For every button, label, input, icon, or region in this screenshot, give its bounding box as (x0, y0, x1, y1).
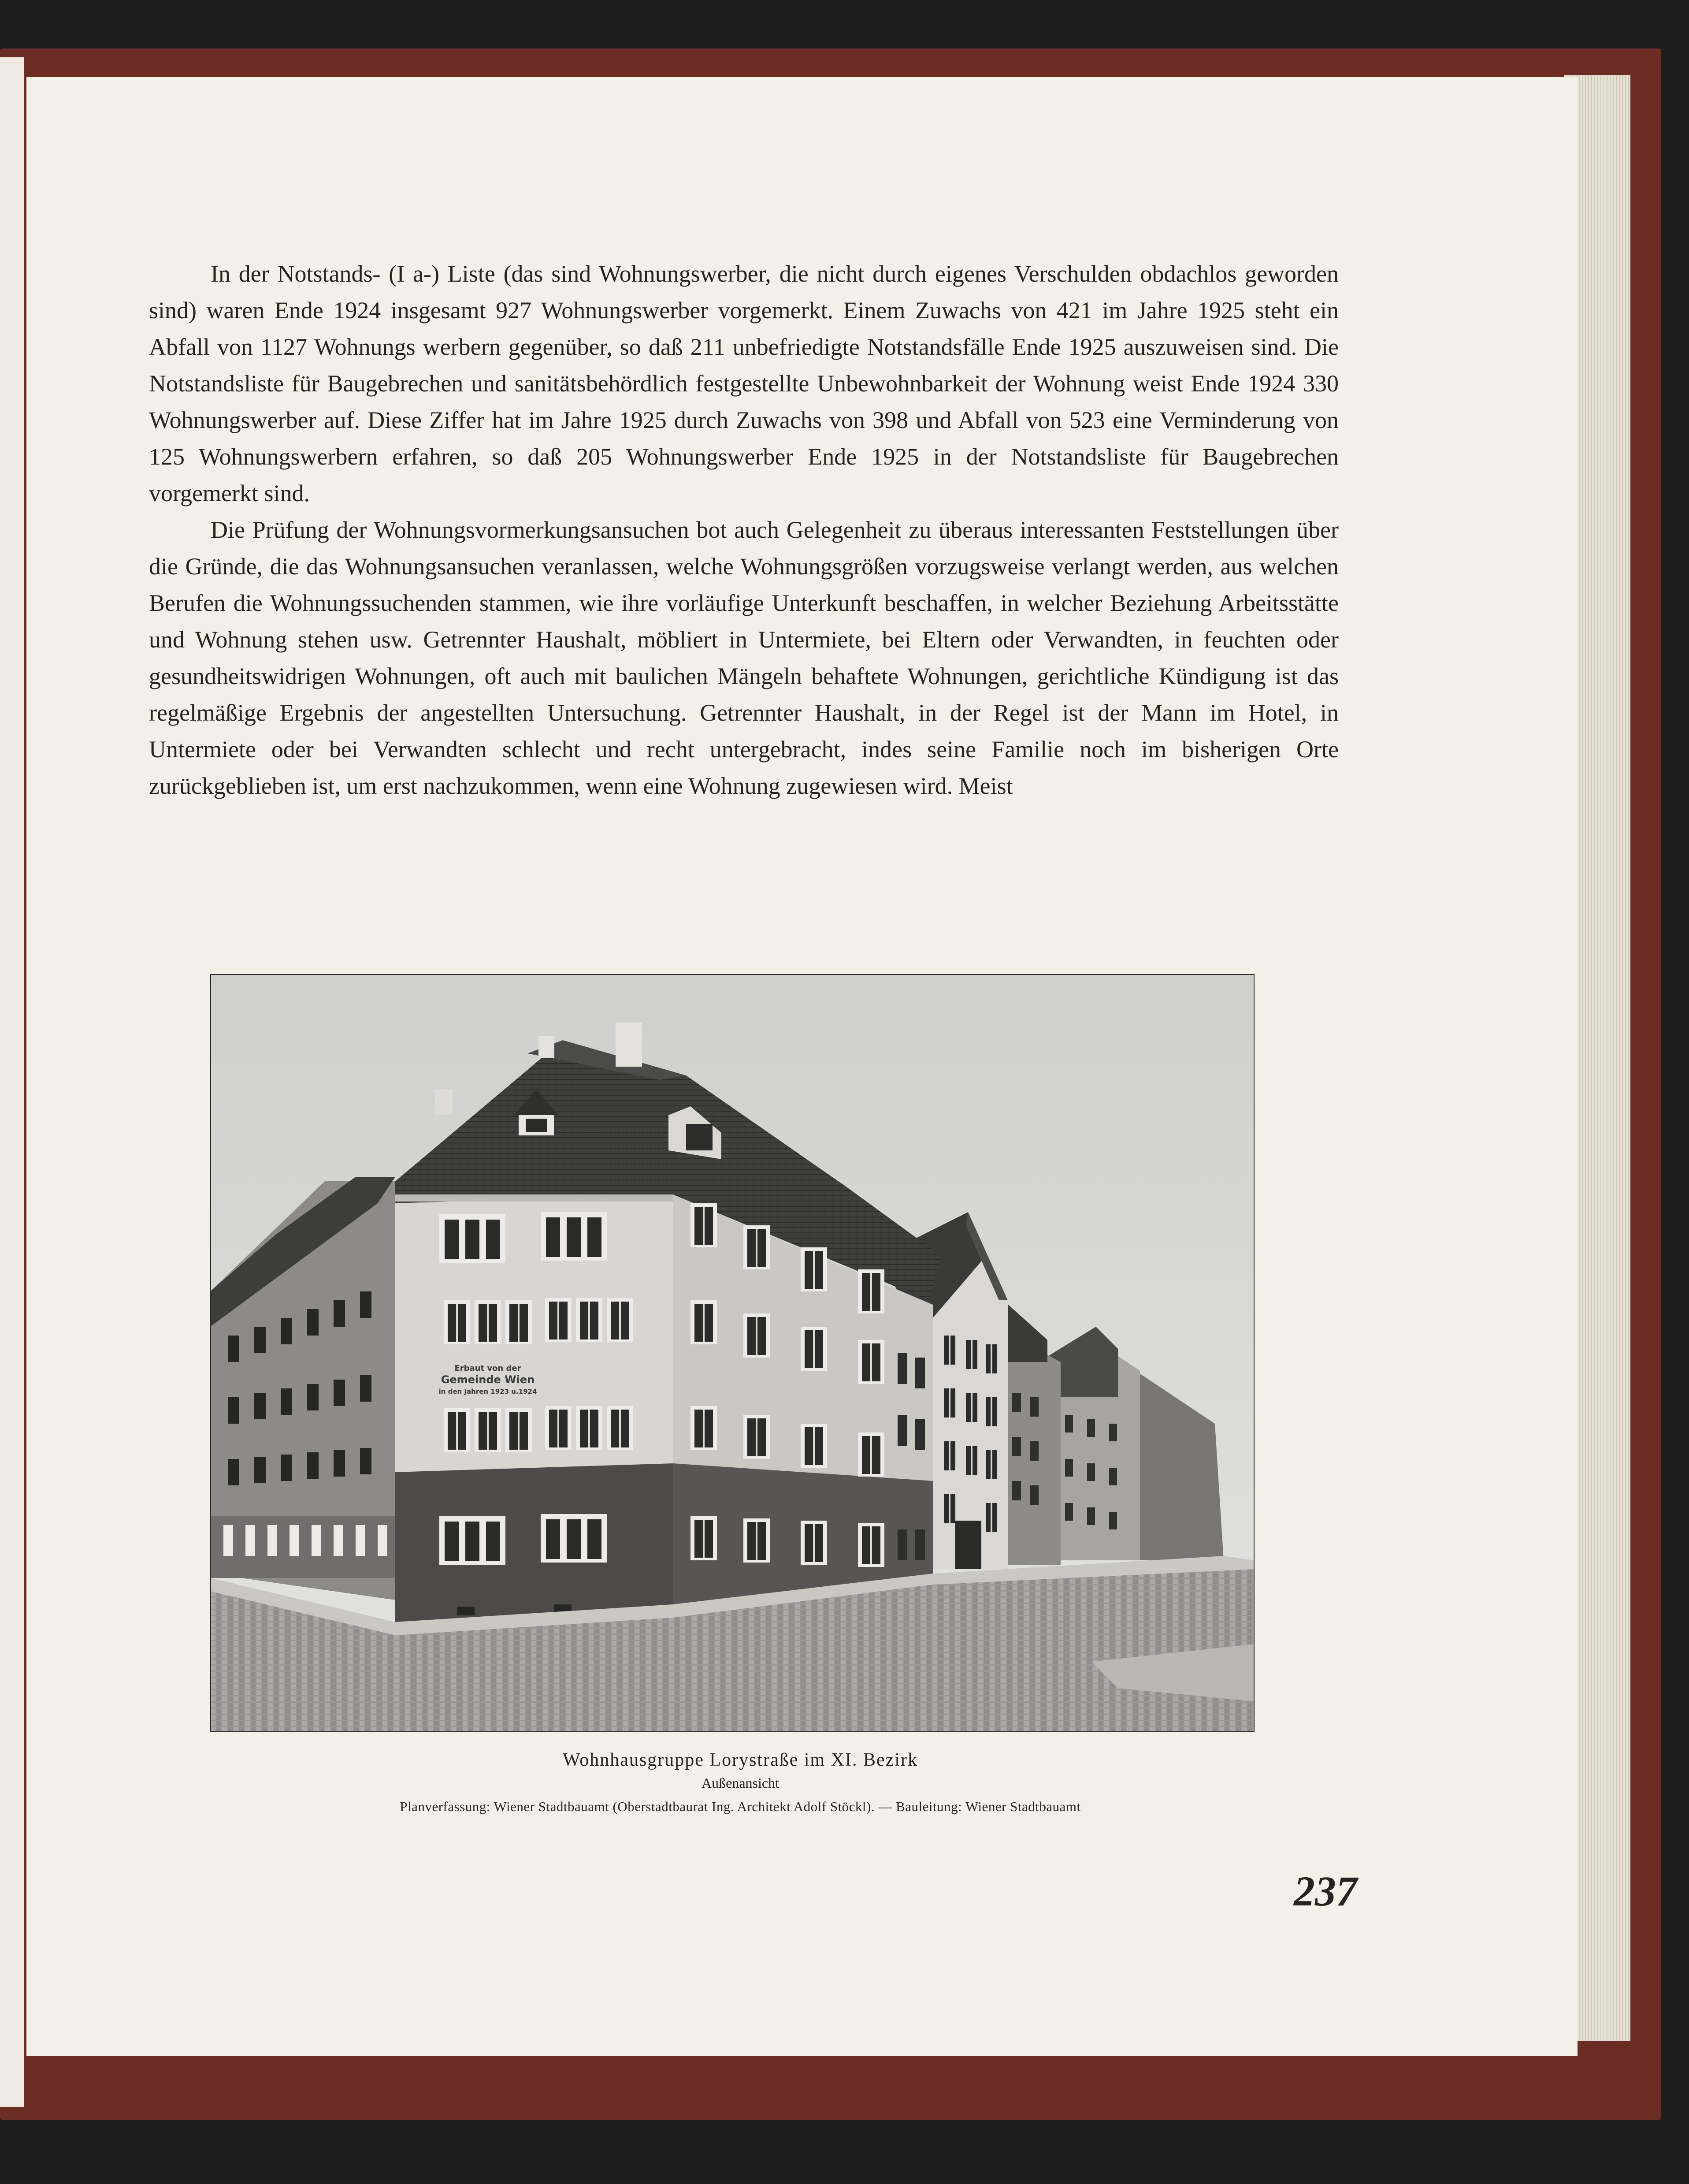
inscription-line: Erbaut von der (454, 1364, 521, 1373)
facing-page-edge (0, 57, 24, 2107)
caption-credits: Planverfassung: Wiener Stadtbauamt (Oberstadtbaurat Ing. Architekt Adolf Stöckl). — Bauleitung: Wiener Stadtbauamt (400, 1799, 1081, 1814)
inscription-line: in den Jahren 1923 u.1924 (438, 1388, 537, 1395)
inscription-line: Gemeinde Wien (441, 1373, 535, 1386)
caption-subtitle: Außenansicht (702, 1775, 779, 1791)
book-page (26, 77, 1578, 2056)
paragraph: Die Prüfung der Wohnungsvormerkungsansuchen bot auch Gelegenheit zu überaus interessanten Feststellungen über die Gründe, die das Wohnungsansuchen veranlassen, welche Wohnungsgrößen vorzugsweise verlangt werden, aus welchen Berufen die Wohnungssuchenden stammen, wie ihre vorläufige Unterkunft beschaffen, in welcher Beziehung Arbeitsstätte und Wohnung stehen usw. Getrennter Haushalt, möbliert in Untermiete, bei Eltern oder Verwandten, in feuchten oder gesundheitswidrigen Wohnungen, oft auch mit baulichen Mängeln behaftete Wohnungen, gerichtliche Kündigung ist das regelmäßige Ergebnis der angestellten Untersuchung. Getrennter Haushalt, in der Regel ist der Mann im Hotel, in Untermiete oder bei Verwandten schlecht und recht untergebracht, indes seine Familie noch im bisherigen Orte zurückgeblieben ist, um erst nachzukommen, wenn eine Wohnung zugewiesen wird. Meist (149, 517, 1339, 799)
figure-captions (159, 1748, 1322, 1820)
building-photograph (210, 974, 1255, 1732)
page-number: 237 (1294, 1868, 1357, 1915)
caption-title: Wohnhausgruppe Lorystraße im XI. Bezirk (563, 1750, 918, 1770)
paragraph: In der Notstands- (I a-) Liste (das sind Wohnungswerber, die nicht durch eigenes Verschulden obdachlos geworden sind) waren Ende 1924 insgesamt 927 Wohnungswerber vorgemerkt. Einem Zuwachs von 421 im Jahre 1925 steht ein Abfall von 1127 Wohnungs werbern gegenüber, so daß 211 unbefriedigte Notstandsfälle Ende 1925 auszuweisen sind. Die Notstandsliste für Baugebrechen und sanitätsbehördlich festgestellte Unbewohnbarkeit der Wohnung weist Ende 1924 330 Wohnungswerber auf. Diese Ziffer hat im Jahre 1925 durch Zuwachs von 398 und Abfall von 523 eine Verminderung von 125 Wohnungswerbern erfahren, so daß 205 Wohnungswerber Ende 1925 in der Notstandsliste für Baugebrechen vorgemerkt sind. (149, 260, 1339, 506)
body-text (149, 256, 1339, 804)
